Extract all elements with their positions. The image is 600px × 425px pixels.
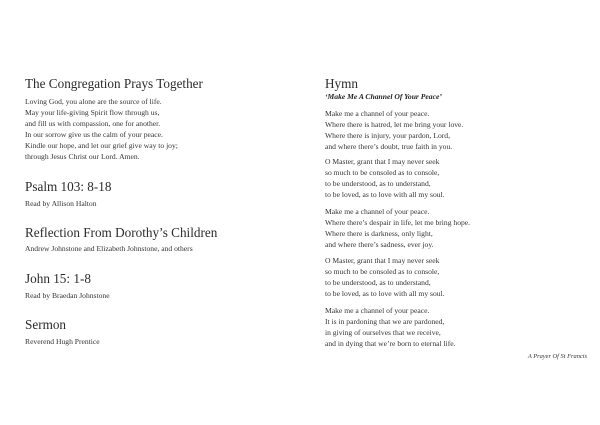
sermon-heading: Sermon: [25, 317, 67, 332]
reflection-heading: Reflection From Dorothy’s Children: [25, 225, 218, 240]
verse-line: Make me a channel of your peace.: [325, 109, 430, 118]
verse-line: It is in pardoning that we are pardoned,: [325, 317, 445, 326]
verse-line: so much to be consoled as to console,: [325, 267, 440, 276]
verse-line: to be loved, as to love with all my soul.: [325, 190, 445, 199]
sermon-preacher: Reverend Hugh Prentice: [25, 337, 100, 346]
verse-line: to be understood, as to understand,: [325, 179, 431, 188]
congregation-prayer: [25, 96, 178, 162]
john-reader: Read by Braedan Johnstone: [25, 291, 110, 300]
verse-line: to be understood, as to understand,: [325, 278, 431, 287]
congregation-heading: The Congregation Prays Together: [25, 76, 203, 91]
hymn-subtitle: ‘Make Me A Channel Of Your Peace’: [325, 92, 442, 101]
psalm-heading: Psalm 103: 8-18: [25, 179, 112, 194]
hymn-verse-5: [325, 305, 456, 349]
hymn-verse-2: [325, 156, 445, 200]
verse-line: Make me a channel of your peace.: [325, 207, 430, 216]
verse-line: and where there’s sadness, ever joy.: [325, 240, 434, 249]
verse-line: O Master, grant that I may never seek: [325, 256, 440, 265]
hymn-verse-3: [325, 206, 470, 250]
verse-line: Where there’s despair in life, let me bring hope.: [325, 218, 471, 227]
verse-line: and in dying that we’re born to eternal life.: [325, 339, 456, 348]
psalm-reader: Read by Allison Halton: [25, 199, 97, 208]
hymn-verse-4: [325, 255, 445, 299]
prayer-line: May your life-giving Spirit flow through us,: [25, 108, 160, 117]
reflection-speakers: Andrew Johnstone and Elizabeth Johnstone, and others: [25, 244, 193, 253]
john-heading: John 15: 1-8: [25, 271, 91, 286]
prayer-line: Kindle our hope, and let our grief give way to joy;: [25, 141, 178, 150]
verse-line: and where there’s doubt, true faith in you.: [325, 142, 453, 151]
verse-line: to be loved, as to love with all my soul.: [325, 289, 445, 298]
prayer-line: In our sorrow give us the calm of your peace.: [25, 130, 163, 139]
prayer-line: and fill us with compassion, one for another.: [25, 119, 161, 128]
prayer-line: Loving God, you alone are the source of life.: [25, 97, 162, 106]
verse-line: in giving of ourselves that we receive,: [325, 328, 441, 337]
verse-line: O Master, grant that I may never seek: [325, 157, 440, 166]
verse-line: so much to be consoled as to console,: [325, 168, 440, 177]
hymn-heading: Hymn: [325, 76, 358, 91]
hymn-attribution: A Prayer Of St Francis: [527, 353, 587, 360]
verse-line: Make me a channel of your peace.: [325, 306, 430, 315]
verse-line: Where there is darkness, only light,: [325, 229, 433, 238]
verse-line: Where there is injury, your pardon, Lord,: [325, 131, 450, 140]
prayer-line: through Jesus Christ our Lord. Amen.: [25, 152, 140, 161]
verse-line: Where there is hatred, let me bring your love.: [325, 120, 464, 129]
hymn-verse-1: [325, 108, 463, 152]
